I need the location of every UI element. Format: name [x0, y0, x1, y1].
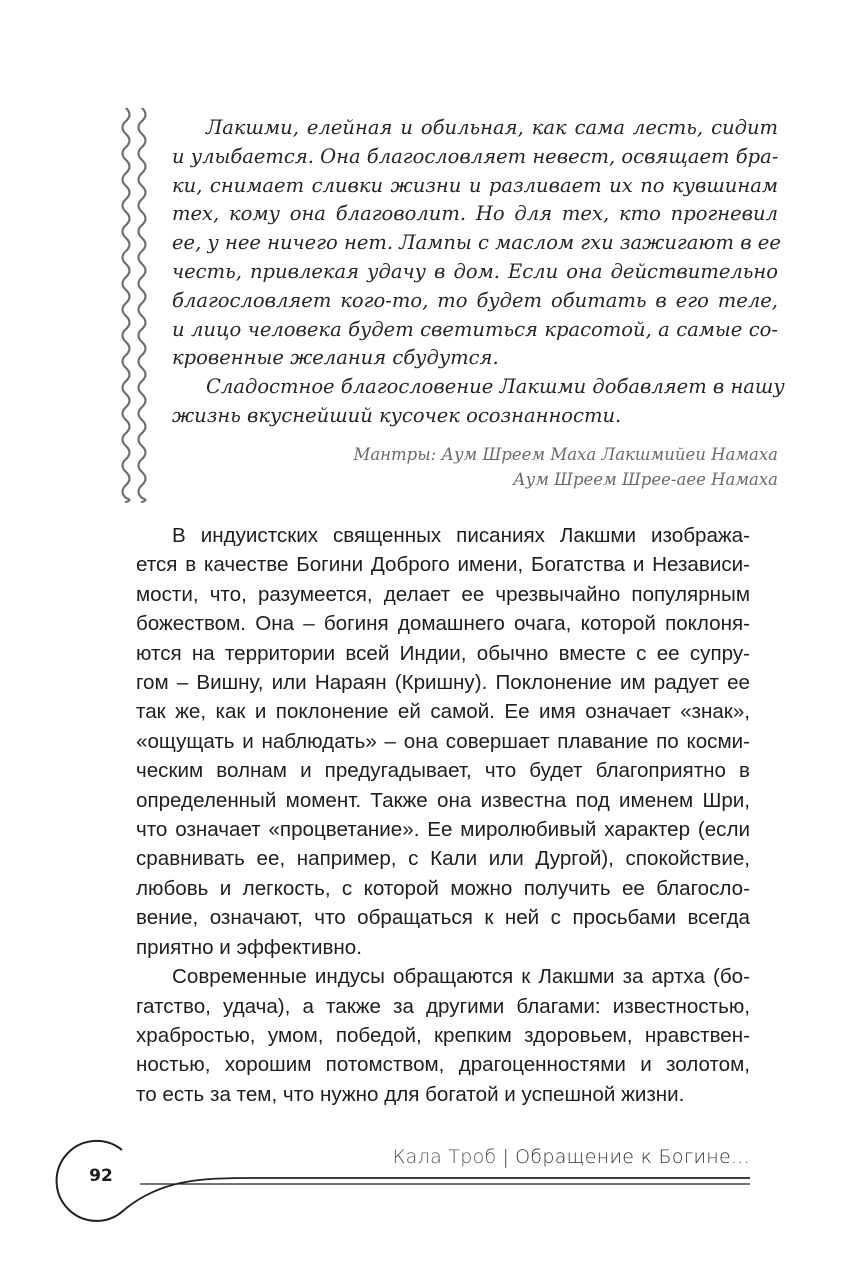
mantra-line: Аум Шреем Шрее-аее Намаха	[513, 470, 778, 489]
epigraph-line: Сладостное благословение Лакшми добавляет в нашу	[206, 375, 785, 399]
epigraph-line: ки, снимает сливки жизни и разливает их по кувшинам	[172, 173, 778, 197]
text-line: ческим волнам и предугадывает, что будет благоприятно в	[136, 759, 750, 783]
header-separator: |	[502, 1146, 510, 1168]
author-name: Кала Троб	[392, 1146, 497, 1168]
text-line: сравнивать ее, например, с Кали или Дургой), спокойствие,	[136, 847, 750, 871]
text-line: что означает «процветание». Ее миролюбивый характер (если	[136, 818, 750, 842]
text-line: гатство, удача), а также за другими благами: известностью,	[136, 994, 750, 1018]
epigraph-line: кровенные желания сбудутся.	[172, 346, 499, 370]
text-line: так же, как и поклонение ей самой. Ее имя означает «знак»,	[136, 700, 750, 724]
epigraph-line: тех, кому она благоволит. Но для тех, кто прогневил	[172, 202, 778, 226]
text-line: ностью, хорошим потомством, драгоценностями и золотом,	[136, 1053, 750, 1077]
epigraph-line: жизнь вкуснейший кусочек осознанности.	[172, 403, 622, 427]
epigraph-line: и лицо человека будет светиться красотой, а самые со-	[172, 317, 778, 341]
epigraph-line: Лакшми, елейная и обильная, как сама лесть, сидит	[206, 116, 778, 139]
text-line: любовь и легкость, с которой можно получить ее благосло-	[136, 876, 750, 900]
page-number: 92	[89, 1166, 113, 1186]
text-line: то есть за тем, что нужно для богатой и успешной жизни.	[136, 1082, 685, 1106]
text-line: Современные индусы обращаются к Лакшми за артха (бо-	[172, 965, 750, 989]
book-title: Обращение к Богине...	[515, 1146, 750, 1168]
epigraph-line: благословляет кого-то, то будет обитать в его теле,	[172, 288, 778, 312]
text-line: «ощущать и наблюдать» – она совершает плавание по косми-	[136, 729, 750, 753]
running-header	[393, 1146, 750, 1168]
epigraph-line: и улыбается. Она благословляет невест, освящает бра-	[172, 144, 779, 168]
text-line: В индуистских священных писаниях Лакшми изобража-	[172, 524, 750, 547]
text-line: вение, означают, что обращаться к ней с просьбами всегда	[136, 906, 750, 930]
text-line: храбростью, умом, победой, крепким здоровьем, нравствен-	[136, 1023, 750, 1047]
text-line: ются на территории всей Индии, обычно вместе с ее супру-	[136, 641, 750, 665]
text-line: приятно и эффективно.	[136, 935, 362, 959]
text-line: ется в качестве Богини Доброго имени, Богатства и Независи-	[136, 553, 750, 577]
text-line: гом – Вишну, или Нараян (Кришну). Поклонение им радует ее	[136, 671, 750, 695]
text-line: определенный момент. Также она известна под именем Шри,	[136, 788, 750, 812]
epigraph-line: честь, привлекая удачу в дом. Если она действительно	[172, 259, 778, 283]
mantra-line: Мантры: Аум Шреем Маха Лакшмийеи Намаха	[353, 445, 778, 464]
epigraph-line: ее, у нее ничего нет. Лампы с маслом гхи зажигают в ее	[172, 231, 781, 255]
text-line: мости, что, разумеется, делает ее чрезвычайно популярным	[136, 582, 750, 606]
text-line: божеством. Она – богиня домашнего очага, которой поклоня-	[136, 612, 750, 636]
